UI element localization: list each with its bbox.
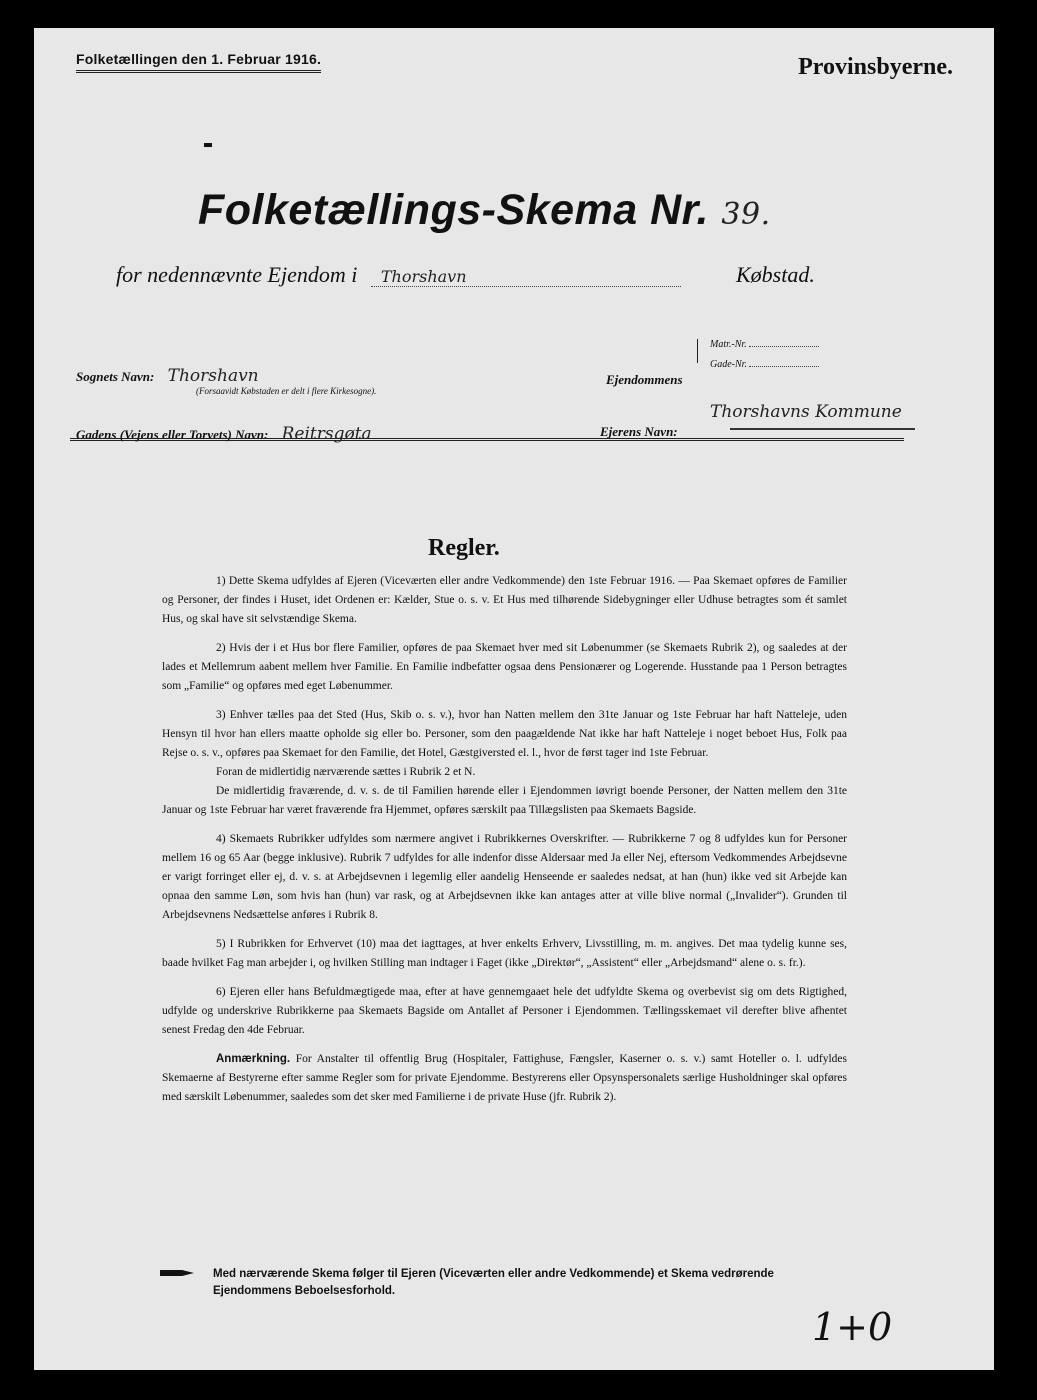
- parish-value: Thorshavn: [167, 366, 259, 386]
- property-line-before: for nedennævnte Ejendom i: [116, 262, 358, 287]
- owner-value: Thorshavns Kommune: [710, 402, 902, 422]
- street-label: Gadens (Vejens eller Torvets) Navn:: [76, 427, 269, 442]
- gadenr-row: [710, 355, 819, 375]
- mark: [204, 143, 212, 147]
- remark: [162, 1050, 847, 1107]
- town-field: Thorshavn: [371, 267, 681, 287]
- rule-2: 2) Hvis der i et Hus bor flere Familier, opføres de paa Skemaet hver med sit Løbenummer (se Skemaets Rubrik 2), og saaledes at der lades et Mellemrum aabent mellem hver Familie. En Familie indbefatter ogsaa dens Pensionærer og Logerende. Husstande paa 1 Person betragtes som „Familie“ og opføres med eget Løbenummer.: [162, 642, 847, 692]
- bracket: [697, 339, 702, 363]
- form-title: [198, 186, 771, 235]
- matr-value: [749, 346, 819, 347]
- rules-body: [162, 572, 847, 1117]
- divider: [70, 438, 904, 441]
- form-title-text: Folketællings-Skema Nr.: [198, 186, 709, 234]
- parish-note: (Forsaavidt Købstaden er delt i flere Kirkesogne).: [196, 386, 377, 396]
- remark-label: Anmærkning.: [216, 1053, 291, 1065]
- rule-3-absent: De midlertidig fraværende, d. v. s. de til Familien hørende eller i Ejendommen iøvrigt boende Personer, der Natten mellem den 31te Januar og 1ste Februar har været fraværende fra Hjemmet, opføres særskilt paa Tillægslisten paa Skemaets Bagside.: [162, 785, 847, 816]
- parish-field: [76, 366, 376, 396]
- rule-4: 4) Skemaets Rubrikker udfyldes som nærmere angivet i Rubrikkernes Overskrifter. — Rubrikkerne 7 og 8 udfyldes kun for Personer mellem 16 og 65 Aar (begge inklusive). Rubrik 7 udfyldes for alle indenfor disse Aldersaar med Ja eller Nej, eftersom Vedkommendes Arbejdsevne er varigt forringet eller ej, d. v. s. at Arbejdsevnen i legemlig eller aandelig Henseende er saaledes nedsat, at han (hun) ikke ved sit Arbejde kan opnaa den samme Løn, som hvis han (hun) var rask, og at Arbejdsevnen ikke kan antages atter at ville blive normal („Invalider“). Grunden til Arbejdsevnens Nedsættelse anføres i Rubrik 8.: [162, 833, 847, 921]
- matr-row: [710, 335, 819, 355]
- rule-5: 5) I Rubrikken for Erhvervet (10) maa det iagttages, at hver enkelts Erhverv, Livsstilling, m. m. angives. Det maa tydelig kunne ses, baade hvilket Fag man arbejder i, og hvilken Stilling man indtager i Faget (ikke „Direktør“, „Assistent“ eller „Arbejdsmand“ alene o. s. fr.).: [162, 938, 847, 969]
- street-field: [76, 424, 372, 444]
- matr-label: Matr.-Nr.: [710, 339, 747, 350]
- property-line: [116, 262, 836, 288]
- owner-label: Ejerens Navn:: [600, 424, 678, 439]
- rule-3: 3) Enhver tælles paa det Sted (Hus, Skib o. s. v.), hvor han Natten mellem den 31te Januar og 1ste Februar har haft Natteleje, uden Hensyn til hvor han ellers maatte opholde sig eller bo. Personer, som den paagældende Nat ikke har haft Natteleje i noget beboet Hus, Folk paa Rejse o. s. v., opføres paa Skemaet for den Familie, det Hotel, Gæstgiversted el. l., hvor de først tager ind 1ste Februar.: [162, 709, 847, 759]
- strikethrough: [730, 428, 915, 430]
- rules-title: Regler.: [428, 535, 500, 561]
- form-number: 39.: [721, 197, 771, 232]
- rule-1: 1) Dette Skema udfyldes af Ejeren (Viceværten eller andre Vedkommende) den 1ste Februar 1916. — Paa Skemaet opføres de Familier og Personer, der findes i Huset, idet Ordenen er: Kælder, Stue o. s. v. Et Hus med tilhørende Sidebygninger eller Udhuse betragtes som ét samlet Hus, og skal have sit selvstændige Skema.: [162, 575, 847, 625]
- pencil-note: 1+0: [812, 1305, 893, 1349]
- region-header: Provinsbyerne.: [798, 54, 953, 80]
- gadenr-label: Gade-Nr.: [710, 359, 747, 370]
- rule-6: 6) Ejeren eller hans Befuldmægtigede maa, efter at have gennemgaaet hele det udfyldte Skema og overbevist sig om dets Rigtighed, udfylde og underskrive Rubrikkerne paa Skemaets Bagside om Antallet af Personer i Ejendommen. Tællingsskemaet vil derefter blive afhentet senest Fredag den 4de Februar.: [162, 986, 847, 1036]
- census-date-header: Folketællingen den 1. Februar 1916.: [76, 51, 321, 73]
- property-label: Ejendommens: [606, 372, 683, 387]
- property-numbers: [710, 335, 819, 375]
- property-line-after: Købstad.: [736, 262, 815, 287]
- remark-text: For Anstalter til offentlig Brug (Hospitaler, Fattighuse, Fængsler, Kaserner o. s. v.) samt Hoteller o. l. udfyldes Skemaerne af Bestyrerne efter samme Regler som for private Ejendomme. Bestyrerens eller Opsynspersonalets særlige Husholdninger skal opføres med særskilt Løbenummer, saaledes som det sker med Familierne i de private Huse (jfr. Rubrik 2).: [162, 1053, 847, 1103]
- footer-note: [158, 1266, 850, 1300]
- rule-3-present: Foran de midlertidig nærværende sættes i Rubrik 2 et N.: [216, 766, 476, 778]
- footer-text: Med nærværende Skema følger til Ejeren (Viceværten eller andre Vedkommende) et Skema vedrørende Ejendommens Beboelsesforhold.: [213, 1268, 774, 1297]
- gadenr-value: [749, 366, 819, 367]
- parish-label: Sognets Navn:: [76, 369, 155, 384]
- street-value: Reitrsgøta: [281, 424, 372, 444]
- owner-value-wrap: [700, 402, 902, 422]
